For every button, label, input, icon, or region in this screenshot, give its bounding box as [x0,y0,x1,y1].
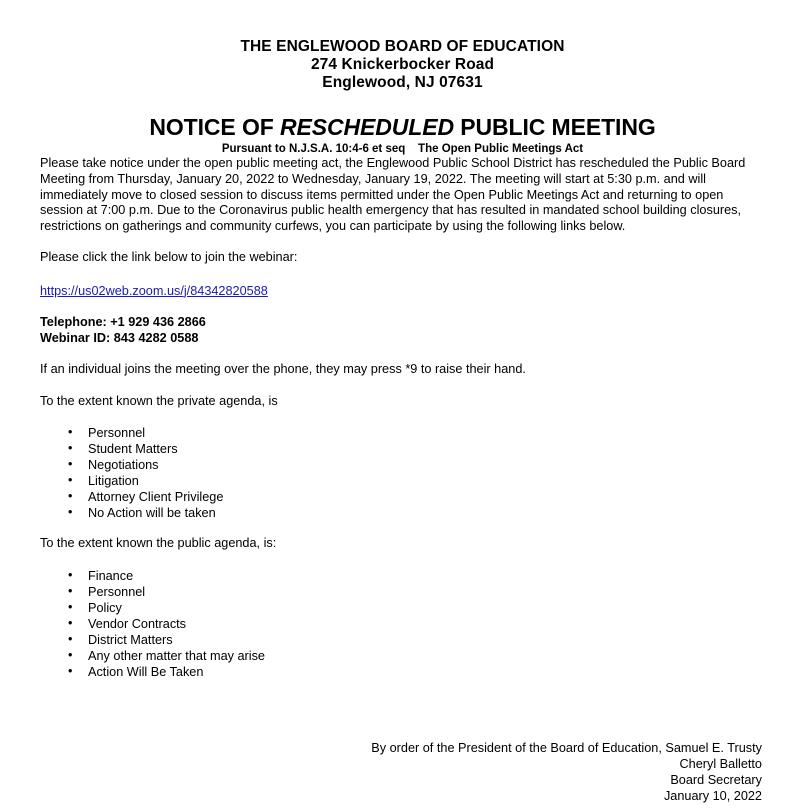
list-item: • Attorney Client Privilege [40,489,757,505]
private-agenda-intro: To the extent known the private agenda, is [40,393,278,408]
notice-paragraph: Please take notice under the open public meeting act, the Englewood Public School District has rescheduled the Public Board Meeting from Thursday, January 20, 2022 to Wednesday, January 19, 2022. The meeting will start at 5:30 p.m. and will immediately move to closed session to discuss items permitted under the Open Public Meetings Act and returning to open session at 7:00 p.m. Due to the Coronavirus public health emergency that has resulted in mandated school building closures, restrictions on gatherings and community curfews, you can participate by using the following links below. [40,156,746,234]
organization-name: THE ENGLEWOOD BOARD OF EDUCATION [240,38,565,55]
city-state-zip: Englewood, NJ 07631 [322,74,483,91]
public-agenda-intro: To the extent known the public agenda, is: [40,536,277,551]
document-body [0,156,805,680]
list-item: • Vendor Contracts [40,616,757,632]
street-address: 274 Knickerbocker Road [310,56,495,73]
letterhead [0,0,805,92]
list-item: • Personnel [40,425,757,441]
statute-subtitle: Pursuant to N.J.S.A. 10:4-6 et seq The Open Public Meetings Act [221,143,584,155]
title-block [0,114,805,156]
list-item: • Finance [40,568,757,584]
title-emphasis: RESCHEDULED [279,114,454,140]
title-prefix: NOTICE OF [149,114,280,140]
webinar-link[interactable]: https://us02web.zoom.us/j/84342820588 [40,283,268,298]
list-item: • Policy [40,600,757,616]
webinar-id-line: Webinar ID: 843 4282 0588 [40,331,199,346]
signature-date: January 10, 2022 [663,789,762,803]
private-agenda-list [40,425,757,521]
list-item: • Action Will Be Taken [40,664,757,680]
page-title [0,114,805,140]
telephone-line: Telephone: +1 929 436 2866 [40,315,206,330]
secretary-name: Cheryl Balletto [679,757,762,771]
by-order-line: By order of the President of the Board of Education, Samuel E. Trusty [371,741,762,755]
list-item: • Negotiations [40,457,757,473]
list-item: • District Matters [40,632,757,648]
signature-block [371,740,762,804]
phone-raise-hand-note: If an individual joins the meeting over the phone, they may press *9 to raise their hand. [40,362,526,377]
list-item: • Personnel [40,584,757,600]
link-intro-text: Please click the link below to join the webinar: [40,250,298,265]
title-suffix: PUBLIC MEETING [453,114,656,140]
public-agenda-list [40,568,757,680]
list-item: • Student Matters [40,441,757,457]
list-item: • No Action will be taken [40,505,757,521]
secretary-role: Board Secretary [670,773,762,787]
list-item: • Any other matter that may arise [40,648,757,664]
list-item: • Litigation [40,473,757,489]
